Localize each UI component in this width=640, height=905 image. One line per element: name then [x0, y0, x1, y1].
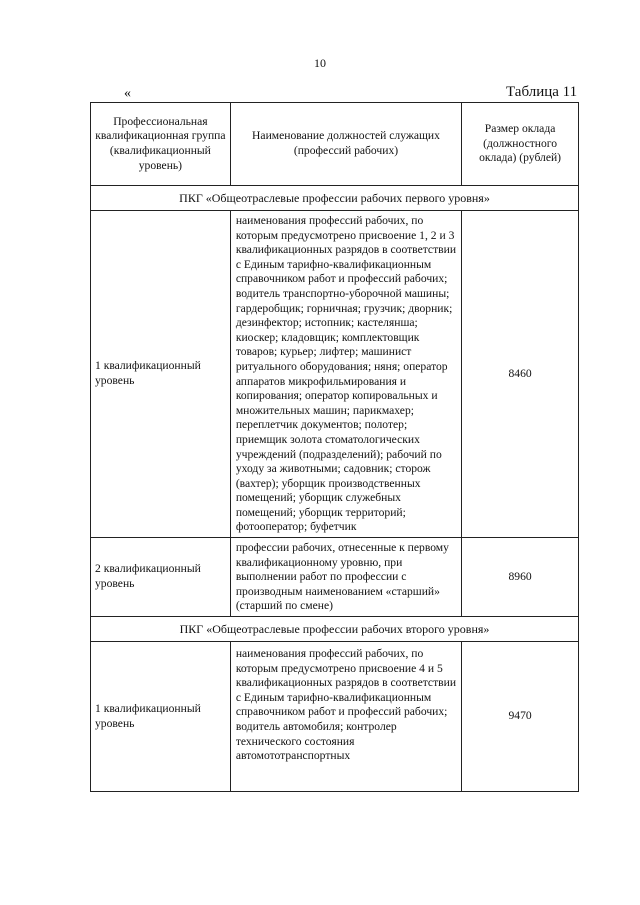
- qualification-level: 2 квалификационный уровень: [91, 538, 231, 617]
- positions-list: профессии рабочих, отнесенные к первому квалификационному уровню, при выполнении работ по профессии с производным наименованием «старший» (старший по смене): [230, 538, 461, 617]
- positions-list-text: наименования профессий рабочих, по которым предусмотрено присвоение 4 и 5 квалификационных разрядов в соответствии с Единым тарифно-квалификационным справочником работ и профессий рабочих; водитель автомобиля; контролер технического состояния автомототранспортных: [235, 647, 457, 763]
- opening-quote-mark: «: [124, 86, 131, 101]
- group-row-second-level: [91, 617, 579, 642]
- qualification-level: 1 квалификационный уровень: [91, 211, 231, 538]
- header-salary: Размер оклада (должностного оклада) (рублей): [462, 103, 579, 186]
- group-row-first-level: [91, 186, 579, 211]
- group-title: ПКГ «Общеотраслевые профессии рабочих первого уровня»: [91, 186, 579, 211]
- salary-value: 8960: [462, 538, 579, 617]
- table-row: [91, 642, 579, 792]
- header-positions: Наименование должностей служащих (профессий рабочих): [230, 103, 461, 186]
- salary-value: 9470: [462, 642, 579, 792]
- table-header-row: [91, 103, 579, 186]
- salary-value: 8460: [462, 211, 579, 538]
- header-qualification-group: Профессиональная квалификационная группа (квалификационный уровень): [91, 103, 231, 186]
- table-row: [91, 538, 579, 617]
- salary-table: [90, 102, 579, 792]
- page-number: 10: [314, 56, 326, 70]
- qualification-level: 1 квалификационный уровень: [91, 642, 231, 792]
- positions-list: [230, 642, 461, 792]
- table-title: Таблица 11: [506, 84, 578, 100]
- group-title: ПКГ «Общеотраслевые профессии рабочих второго уровня»: [91, 617, 579, 642]
- positions-list: наименования профессий рабочих, по которым предусмотрено присвоение 1, 2 и 3 квалификационных разрядов в соответствии с Единым тарифно-квалификационным справочником работ и профессий рабочих; водитель транспортно-уборочной машины; гардеробщик; горничная; грузчик; дворник; дезинфектор; истопник; кастелянша; киоскер; кладовщик; комплектовщик товаров; курьер; лифтер; машинист ритуального оборудования; няня; оператор аппаратов микрофильмирования и копирования; оператор копировальных и множительных машин; парикмахер; переплетчик документов; полотер; приемщик золота стоматологических учреждений (подразделений); рабочий по уходу за животными; садовник; сторож (вахтер); уборщик производственных помещений; уборщик служебных помещений; уборщик территорий; фотооператор; буфетчик: [230, 211, 461, 538]
- table-row: [91, 211, 579, 538]
